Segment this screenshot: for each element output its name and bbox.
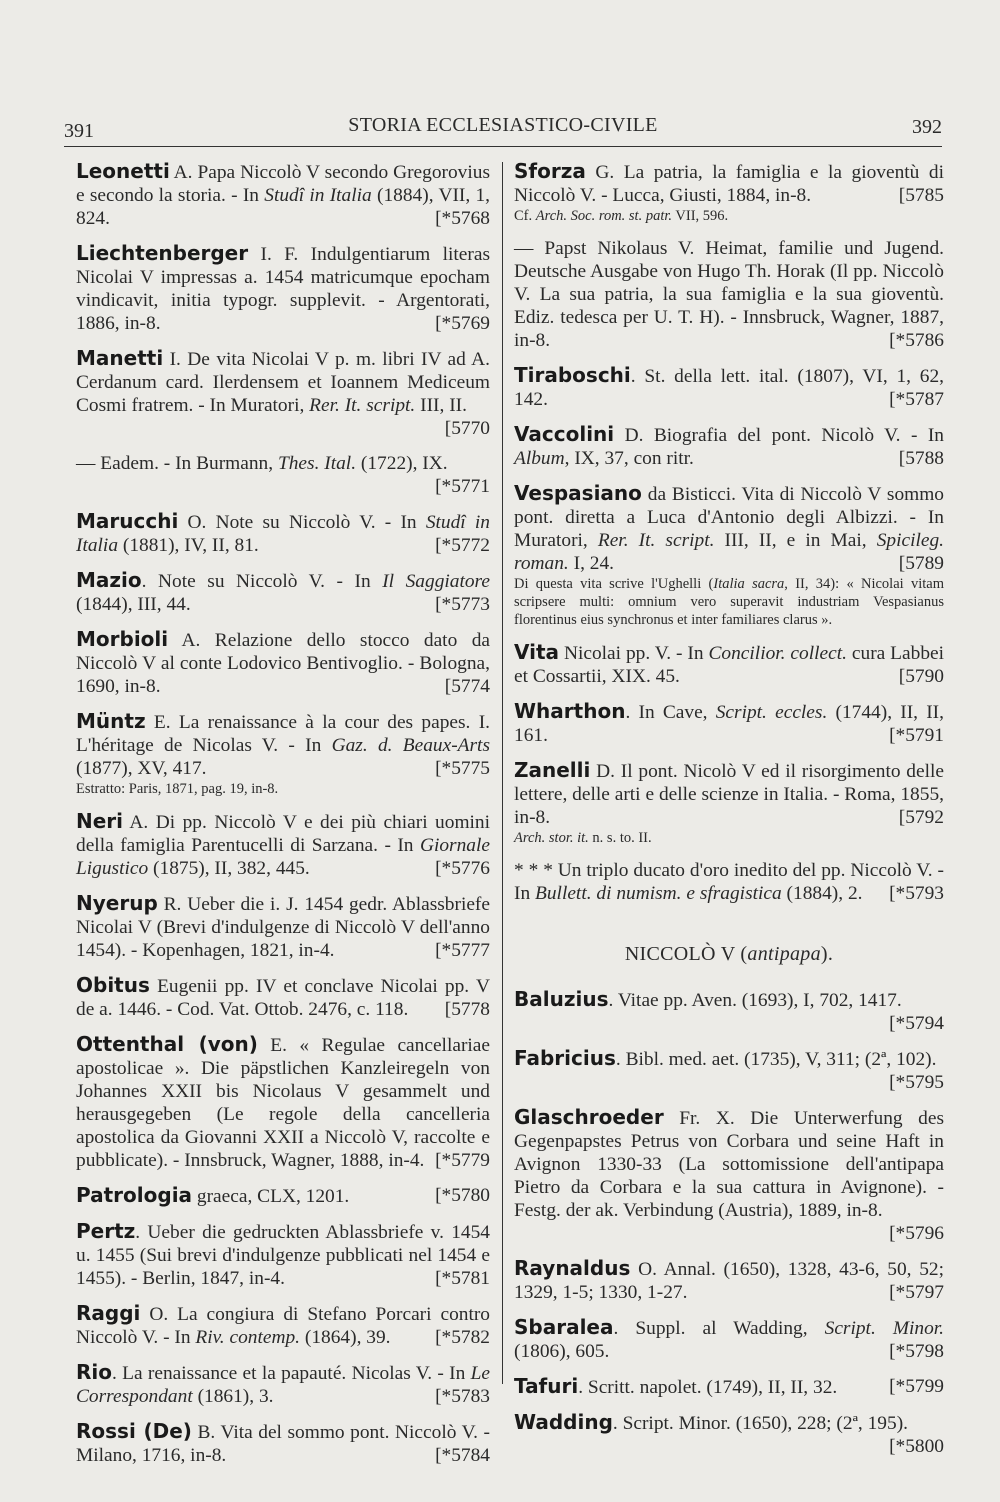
entry-number: [*5771 (435, 476, 490, 497)
entry-number: [5778 (444, 999, 490, 1020)
entry-text: (1844), III, 44. (76, 594, 191, 615)
entry-body (514, 160, 944, 207)
entry-number: [*5796 (889, 1223, 944, 1244)
entry-author: Baluzius (514, 987, 609, 1011)
entry-number: [*5787 (889, 389, 944, 410)
bibliography-entry (514, 700, 944, 747)
section-title (514, 943, 944, 966)
entry-text: O. Annal. (1650), 1328, 43-6, 50, 52; 1329, 1-5; 1330, 1-27. (514, 1259, 944, 1303)
entry-body (514, 987, 944, 1034)
entry-italic-text: Studî in Italia (76, 512, 490, 556)
left-column (76, 160, 490, 1479)
entry-italic-text: Rer. It. script. (309, 395, 416, 416)
entry-italic-text: Le Correspondant (76, 1363, 490, 1407)
bibliography-entry (514, 1411, 944, 1458)
entry-text: III, II. (415, 395, 467, 416)
section-title-close: ). (820, 943, 834, 965)
entry-author: Wadding (514, 1410, 613, 1434)
entry-italic-text: Rer. It. script. (597, 530, 715, 551)
entry-number: [*5791 (889, 725, 944, 746)
entry-text: graeca, CLX, 1201. (192, 1186, 350, 1207)
entry-number: [*5800 (889, 1436, 944, 1457)
entry-body (76, 1033, 490, 1172)
page-header (64, 112, 942, 147)
bibliography-entry (76, 974, 490, 1021)
entry-author: Zanelli (514, 758, 591, 782)
column-divider (502, 162, 503, 1384)
entry-body (514, 700, 944, 747)
entry-author: Wharthon (514, 699, 626, 723)
entry-text: . Bibl. med. aet. (1735), V, 311; (2ª, 102). (615, 1049, 937, 1070)
entry-text: — Papst Nikolaus V. Heimat, familie und Jugend. Deutsche Ausgabe von Hugo Th. Horak (Il pp. Niccolò V. La sua patria, la sua famiglia e la sua gioventù. Ediz. tedesca per U. T. H). - Innsbruck, Wagner, 1887, in-8. (514, 238, 944, 351)
entry-author: Vita (514, 640, 560, 664)
entry-text: Di questa vita scrive l'Ughelli ( (514, 576, 714, 592)
entry-author: Tiraboschi (514, 363, 631, 387)
entry-author: Mazio (76, 568, 142, 592)
entry-author: Nyerup (76, 891, 158, 915)
entry-text: da Bisticci. Vita di Niccolò V sommo pont. diretta a Luca d'Antonio degli Albizzi. - In Muratori, (514, 484, 944, 551)
entry-text: G. La patria, la famiglia e la gioventù di Niccolò V. - Lucca, Giusti, 1884, in-8. (514, 162, 944, 206)
entry-author: Müntz (76, 709, 146, 733)
bibliography-entry (76, 892, 490, 962)
entry-number: [*5779 (435, 1150, 490, 1171)
entry-body (76, 1302, 490, 1349)
entry-body (514, 482, 944, 575)
entry-text: . Scritt. napolet. (1749), II, II, 32. (578, 1377, 838, 1398)
entry-text: (1881), IV, II, 81. (118, 535, 259, 556)
bibliography-entry (514, 1106, 944, 1245)
entry-number: [*5769 (435, 313, 490, 334)
entry-text: A. Di pp. Niccolò V e dei più chiari uomini della famiglia Parentucelli di Sarzana. - In (76, 812, 490, 856)
entry-number: [*5776 (435, 858, 490, 879)
entry-text: E. « Regulae cancellariae apostolicae ». Die päpstlichen Kanzleiregeln von Johannes XXII bis Nicolaus V gesammelt und herausgegeben (Le regole della cancelleria apostolica da Giovanni XXII a Niccolò V, raccolte e pubblicate). - Innsbruck, Wagner, 1888, in-4. (76, 1035, 491, 1171)
bibliography-entry (514, 1047, 944, 1094)
entry-text: O. La congiura di Stefano Porcari contro Niccolò V. - In (76, 1304, 490, 1348)
entry-author: Tafuri (514, 1374, 579, 1398)
entry-italic-text: Bullett. di numism. e sfragistica (535, 883, 782, 904)
entry-number: [*5768 (435, 208, 490, 229)
entry-body (76, 452, 490, 497)
entry-author: Sbaralea (514, 1315, 614, 1339)
entry-body (76, 242, 490, 335)
entry-author: Marucchi (76, 509, 179, 533)
bibliography-entry (76, 628, 490, 698)
entry-body (76, 569, 490, 616)
bibliography-entry (514, 364, 944, 411)
bibliography-entry (76, 1302, 490, 1349)
entry-text: (1877), XV, 417. (76, 758, 207, 779)
entry-text: Eugenii pp. IV et conclave Nicolai pp. V de a. 1446. - Cod. Vat. Ottob. 2476, c. 118. (76, 976, 490, 1020)
entry-note (514, 575, 944, 629)
entry-text: . Vitae pp. Aven. (1693), I, 702, 1417. (608, 990, 902, 1011)
bibliography-entry (514, 641, 944, 688)
entry-body (76, 346, 490, 439)
entry-text: O. Note su Niccolò V. - In (178, 512, 426, 533)
bibliography-entry (76, 347, 490, 440)
page-number-left: 391 (64, 120, 94, 142)
entry-italic-text: Script. eccles. (715, 702, 828, 723)
entry-text: cura Labbei et Cossartii, XIX. 45. (514, 643, 945, 687)
entry-body (76, 974, 490, 1021)
bibliography-entry (514, 1257, 944, 1304)
entry-author: Patrologia (76, 1183, 193, 1207)
entry-body (514, 1375, 944, 1399)
bibliography-entry (514, 988, 944, 1035)
entry-note (514, 207, 944, 225)
entry-text: R. Ueber die i. J. 1454 gedr. Ablassbriefe Nicolai V (Brevi d'indulgenze di Niccolò V dell'anno 1454). - Kopenhagen, 1821, in-4. (76, 894, 490, 961)
entry-number: [5789 (898, 553, 944, 574)
entry-number: [*5783 (435, 1386, 490, 1407)
entry-text: . La renaissance et la papauté. Nicolas V. - In (112, 1363, 471, 1384)
entry-number: [*5777 (435, 940, 490, 961)
entry-text: A. Relazione dello stocco dato da Niccolò V al conte Lodovico Bentivoglio. - Bologna, 1690, in-8. (76, 630, 490, 697)
right-column-entries (514, 160, 944, 905)
entry-number: [*5795 (889, 1072, 944, 1093)
entry-number: [*5798 (889, 1341, 944, 1362)
entry-body (76, 710, 490, 780)
entry-author: Fabricius (514, 1046, 616, 1070)
entry-text: . Ueber die gedruckten Ablassbriefe v. 1454 u. 1455 (Sui brevi d'indulgenze pubblicati nel 1454 e 1455). - Berlin, 1847, in-4. (76, 1222, 490, 1289)
entry-text: I. De vita Nicolai V p. m. libri IV ad A. Cerdanum card. Ilerdensem et Ioannem Mediceum Cosmi fratrem. - In Muratori, (76, 349, 490, 416)
entry-text: I, 24. (568, 553, 615, 574)
entry-author: Rossi (De) (76, 1419, 192, 1443)
bibliography-entry (514, 1375, 944, 1399)
entry-text: , IX, 37, con ritr. (564, 448, 694, 469)
entry-text: Fr. X. Die Unterwerfung des Gegenpapstes Petrus von Corbara und seine Haft in Avignon 1330-33 (La sottomissione dell'antipapa Pietro da Corbara e la sua cattura in Avignone). - Festg. der ak. Verbindung (Austria), 1889, in-8. (514, 1108, 944, 1221)
entry-text: Nicolai pp. V. - In (559, 643, 709, 664)
entry-author: Morbioli (76, 627, 169, 651)
entry-body (514, 1410, 944, 1457)
entry-body (514, 1257, 944, 1304)
entry-body (514, 859, 944, 905)
bibliography-entry (76, 569, 490, 616)
entry-text: III, II, e in Mai, (714, 530, 877, 551)
entry-number: [*5781 (435, 1268, 490, 1289)
bibliography-entry (76, 452, 490, 498)
entry-text: (1744), II, II, 161. (514, 702, 944, 746)
entry-author: Rio (76, 1360, 112, 1384)
entry-author: Leonetti (76, 159, 170, 183)
entry-italic-text: Arch. Soc. rom. st. patr. (535, 208, 673, 224)
entry-number: [*5793 (889, 883, 944, 904)
entry-text: A. Papa Niccolò V secondo Gregorovius e secondo la storia. - In (76, 162, 490, 206)
entry-number: [*5775 (435, 758, 490, 779)
entry-body (514, 641, 944, 688)
bibliography-entry (514, 423, 944, 470)
entry-author: Raynaldus (514, 1256, 631, 1280)
entry-body (76, 1220, 490, 1290)
entry-text: (1861), 3. (192, 1386, 274, 1407)
entry-text: E. La renaissance à la cour des papes. I. L'héritage de Nicolas V. - In (76, 712, 490, 756)
bibliography-entry (76, 1033, 490, 1172)
entry-text: (1806), 605. (514, 1341, 610, 1362)
entry-number: [5770 (444, 418, 490, 439)
entry-body (76, 1184, 490, 1208)
bibliography-entry (514, 482, 944, 629)
bibliography-entry (76, 810, 490, 880)
right-column (514, 160, 944, 1470)
entry-italic-text: Il Saggiatore (382, 571, 490, 592)
entry-body (76, 510, 490, 557)
bibliography-entry (76, 1184, 490, 1208)
entry-italic-text: Arch. stor. it. (514, 830, 589, 846)
bibliography-entry (76, 242, 490, 335)
entry-author: Raggi (76, 1301, 141, 1325)
entry-text: . Script. Minor. (1650), 228; (2ª, 195). (612, 1413, 909, 1434)
entry-body (76, 1420, 490, 1467)
entry-text: (1884), VII, 1, 824. (76, 185, 491, 229)
entry-number: [*5782 (435, 1327, 490, 1348)
entry-body (76, 628, 490, 698)
entry-author: Neri (76, 809, 124, 833)
entry-italic-text: Studî in Italia (264, 185, 372, 206)
entry-author: Glaschroeder (514, 1105, 664, 1129)
entry-author: Obitus (76, 973, 150, 997)
entry-author: Sforza (514, 159, 586, 183)
entry-body (76, 810, 490, 880)
bibliography-entry (514, 237, 944, 352)
entry-author: Vaccolini (514, 422, 615, 446)
entry-italic-text: Spicileg. roman. (514, 530, 944, 574)
bibliography-entry (514, 759, 944, 847)
entry-text: n. s. to. II. (588, 830, 652, 846)
entry-text: Cf. (514, 208, 536, 224)
entry-number: [*5773 (435, 594, 490, 615)
bibliography-entry (514, 1316, 944, 1363)
entry-body (514, 423, 944, 470)
entry-text: . St. della lett. ital. (1807), VI, 1, 62, 142. (514, 366, 944, 410)
entry-number: [*5784 (435, 1445, 490, 1466)
bibliography-entry (514, 859, 944, 905)
entry-body (514, 1105, 944, 1244)
entry-body (76, 160, 490, 230)
bibliography-entry (514, 160, 944, 225)
entry-text: (1722), IX. (356, 453, 448, 474)
entry-number: [*5797 (889, 1282, 944, 1303)
entry-italic-text: Script. Minor. (824, 1318, 945, 1339)
entry-italic-text: Gaz. d. Beaux-Arts (331, 735, 490, 756)
entry-number: [5785 (898, 185, 944, 206)
bibliography-entry (76, 160, 490, 230)
entry-number: [5792 (898, 807, 944, 828)
entry-body (514, 1316, 944, 1363)
entry-italic-text: Riv. contemp. (195, 1327, 301, 1348)
entry-text: D. Biografia del pont. Nicolò V. - In (614, 425, 944, 446)
entry-text: * * * Un triplo ducato d'oro inedito del pp. Niccolò V. - In (514, 860, 944, 904)
entry-italic-text: Italia sacra (713, 576, 785, 592)
entry-text: (1875), II, 382, 445. (148, 858, 310, 879)
right-column-entries-antipapa (514, 988, 944, 1458)
entry-number: [5774 (444, 676, 490, 697)
entry-author: Ottenthal (von) (76, 1032, 258, 1056)
entry-italic-text: Giornale Ligustico (76, 835, 490, 879)
bibliography-entry (76, 1361, 490, 1408)
section-title-italic: antipapa (747, 943, 821, 965)
entry-number: [*5786 (889, 330, 944, 351)
entry-text: D. Il pont. Nicolò V ed il risorgimento delle lettere, delle arti e delle scienze in Italia. - Roma, 1855, in-8. (514, 761, 944, 828)
entry-italic-text: Concilior. collect. (708, 643, 847, 664)
entry-body (514, 237, 944, 352)
entry-text: (1864), 39. (300, 1327, 391, 1348)
entry-text: VII, 596. (672, 208, 729, 224)
running-title: STORIA ECCLESIASTICO-CIVILE (348, 114, 658, 136)
entry-number: [*5794 (889, 1013, 944, 1034)
entry-italic-text: Album (514, 448, 565, 469)
entry-body (76, 892, 490, 962)
bibliography-entry (76, 510, 490, 557)
entry-text: (1884), 2. (781, 883, 863, 904)
entry-text: . Note su Niccolò V. - In (141, 571, 383, 592)
entry-note: Estratto: Paris, 1871, pag. 19, in-8. (76, 781, 279, 797)
entry-author: Liechtenberger (76, 241, 249, 265)
entry-text: . Suppl. al Wadding, (613, 1318, 825, 1339)
entry-author: Manetti (76, 346, 164, 370)
entry-author: Vespasiano (514, 481, 642, 505)
entry-text: , II, 34): « Nicolai vitam scripsere multi: omnium vero superavit industriam Vespasianus florentinus eius synchronus et inter familiares clarus ». (514, 576, 944, 628)
entry-author: Pertz (76, 1219, 136, 1243)
entry-number: [5788 (898, 448, 944, 469)
entry-number: [*5799 (889, 1376, 944, 1397)
entry-text: — Eadem. - In Burmann, (76, 453, 278, 474)
entry-body (514, 364, 944, 411)
entry-body (76, 1361, 490, 1408)
entry-number: [5790 (898, 666, 944, 687)
bibliography-entry (76, 710, 490, 798)
entry-body (514, 759, 944, 829)
bibliography-entry (76, 1420, 490, 1467)
bibliography-entry (76, 1220, 490, 1290)
entry-text: B. Vita del sommo pont. Niccolò V. - Milano, 1716, in-8. (76, 1422, 490, 1466)
section-title-main: NICCOLÒ V ( (624, 943, 748, 965)
entry-text: . In Cave, (625, 702, 716, 723)
entry-note (514, 829, 944, 847)
page-number-right: 392 (912, 116, 942, 138)
entry-number: [*5780 (435, 1185, 490, 1206)
entry-text: I. F. Indulgentiarum literas Nicolai V impressas a. 1454 matricumque epocham vindicavit, initia typogr. supplevit. - Argentorati, 1886, in-8. (76, 244, 490, 334)
entry-number: [*5772 (435, 535, 490, 556)
entry-italic-text: Thes. Ital. (277, 453, 357, 474)
entry-body (514, 1046, 944, 1093)
